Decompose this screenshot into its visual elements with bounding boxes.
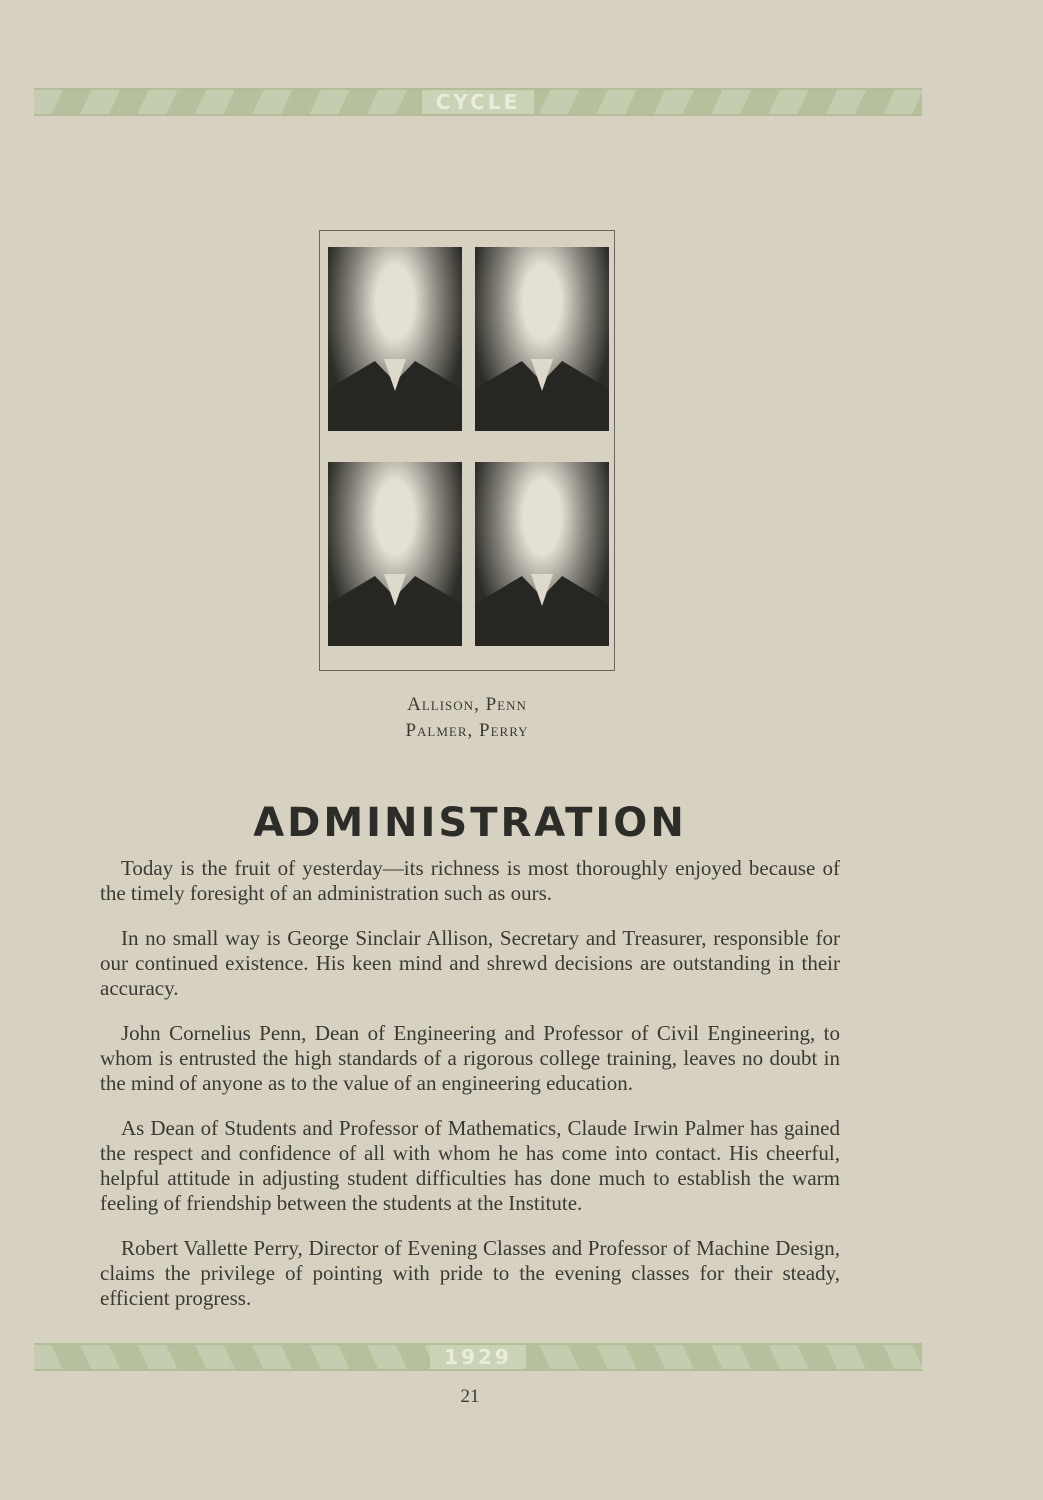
header-decorative-band <box>34 88 922 116</box>
photo-caption-line-1: Allison, Penn <box>407 694 527 715</box>
paragraph-allison: In no small way is George Sinclair Allison, Secretary and Treasurer, responsible for our continued existence. His keen mind and shrewd decisions are outstanding in their accuracy. <box>100 926 840 1000</box>
footer-decorative-band <box>34 1343 922 1371</box>
footer-band-label: 1929 <box>430 1345 526 1369</box>
paragraph-intro: Today is the fruit of yesterday—its richness is most thoroughly enjoyed because of the timely foresight of an administration such as ours. <box>100 856 840 905</box>
portrait-penn <box>475 247 609 431</box>
page-number: 21 <box>460 1386 480 1407</box>
paragraph-penn: John Cornelius Penn, Dean of Engineering and Professor of Civil Engineering, to whom is entrusted the high standards of a rigorous college training, leaves no doubt in the mind of anyone as to the value of an engineering education. <box>100 1021 840 1095</box>
paragraph-perry: Robert Vallette Perry, Director of Evening Classes and Professor of Machine Design, claims the privilege of pointing with pride to the evening classes for their steady, efficient progress. <box>100 1236 840 1310</box>
section-heading: ADMINISTRATION <box>253 800 687 846</box>
portrait-palmer <box>328 462 462 646</box>
paragraph-palmer: As Dean of Students and Professor of Mathematics, Claude Irwin Palmer has gained the respect and confidence of all with whom he has come into contact. His cheerful, helpful attitude in adjusting student difficulties has done much to establish the warm feeling of friendship between the students at the Institute. <box>100 1116 840 1215</box>
portrait-perry <box>475 462 609 646</box>
header-band-label: CYCLE <box>422 90 535 114</box>
photo-caption-line-2: Palmer, Perry <box>405 720 529 741</box>
portrait-allison <box>328 247 462 431</box>
body-text <box>100 856 840 1331</box>
portrait-grid <box>319 230 615 671</box>
